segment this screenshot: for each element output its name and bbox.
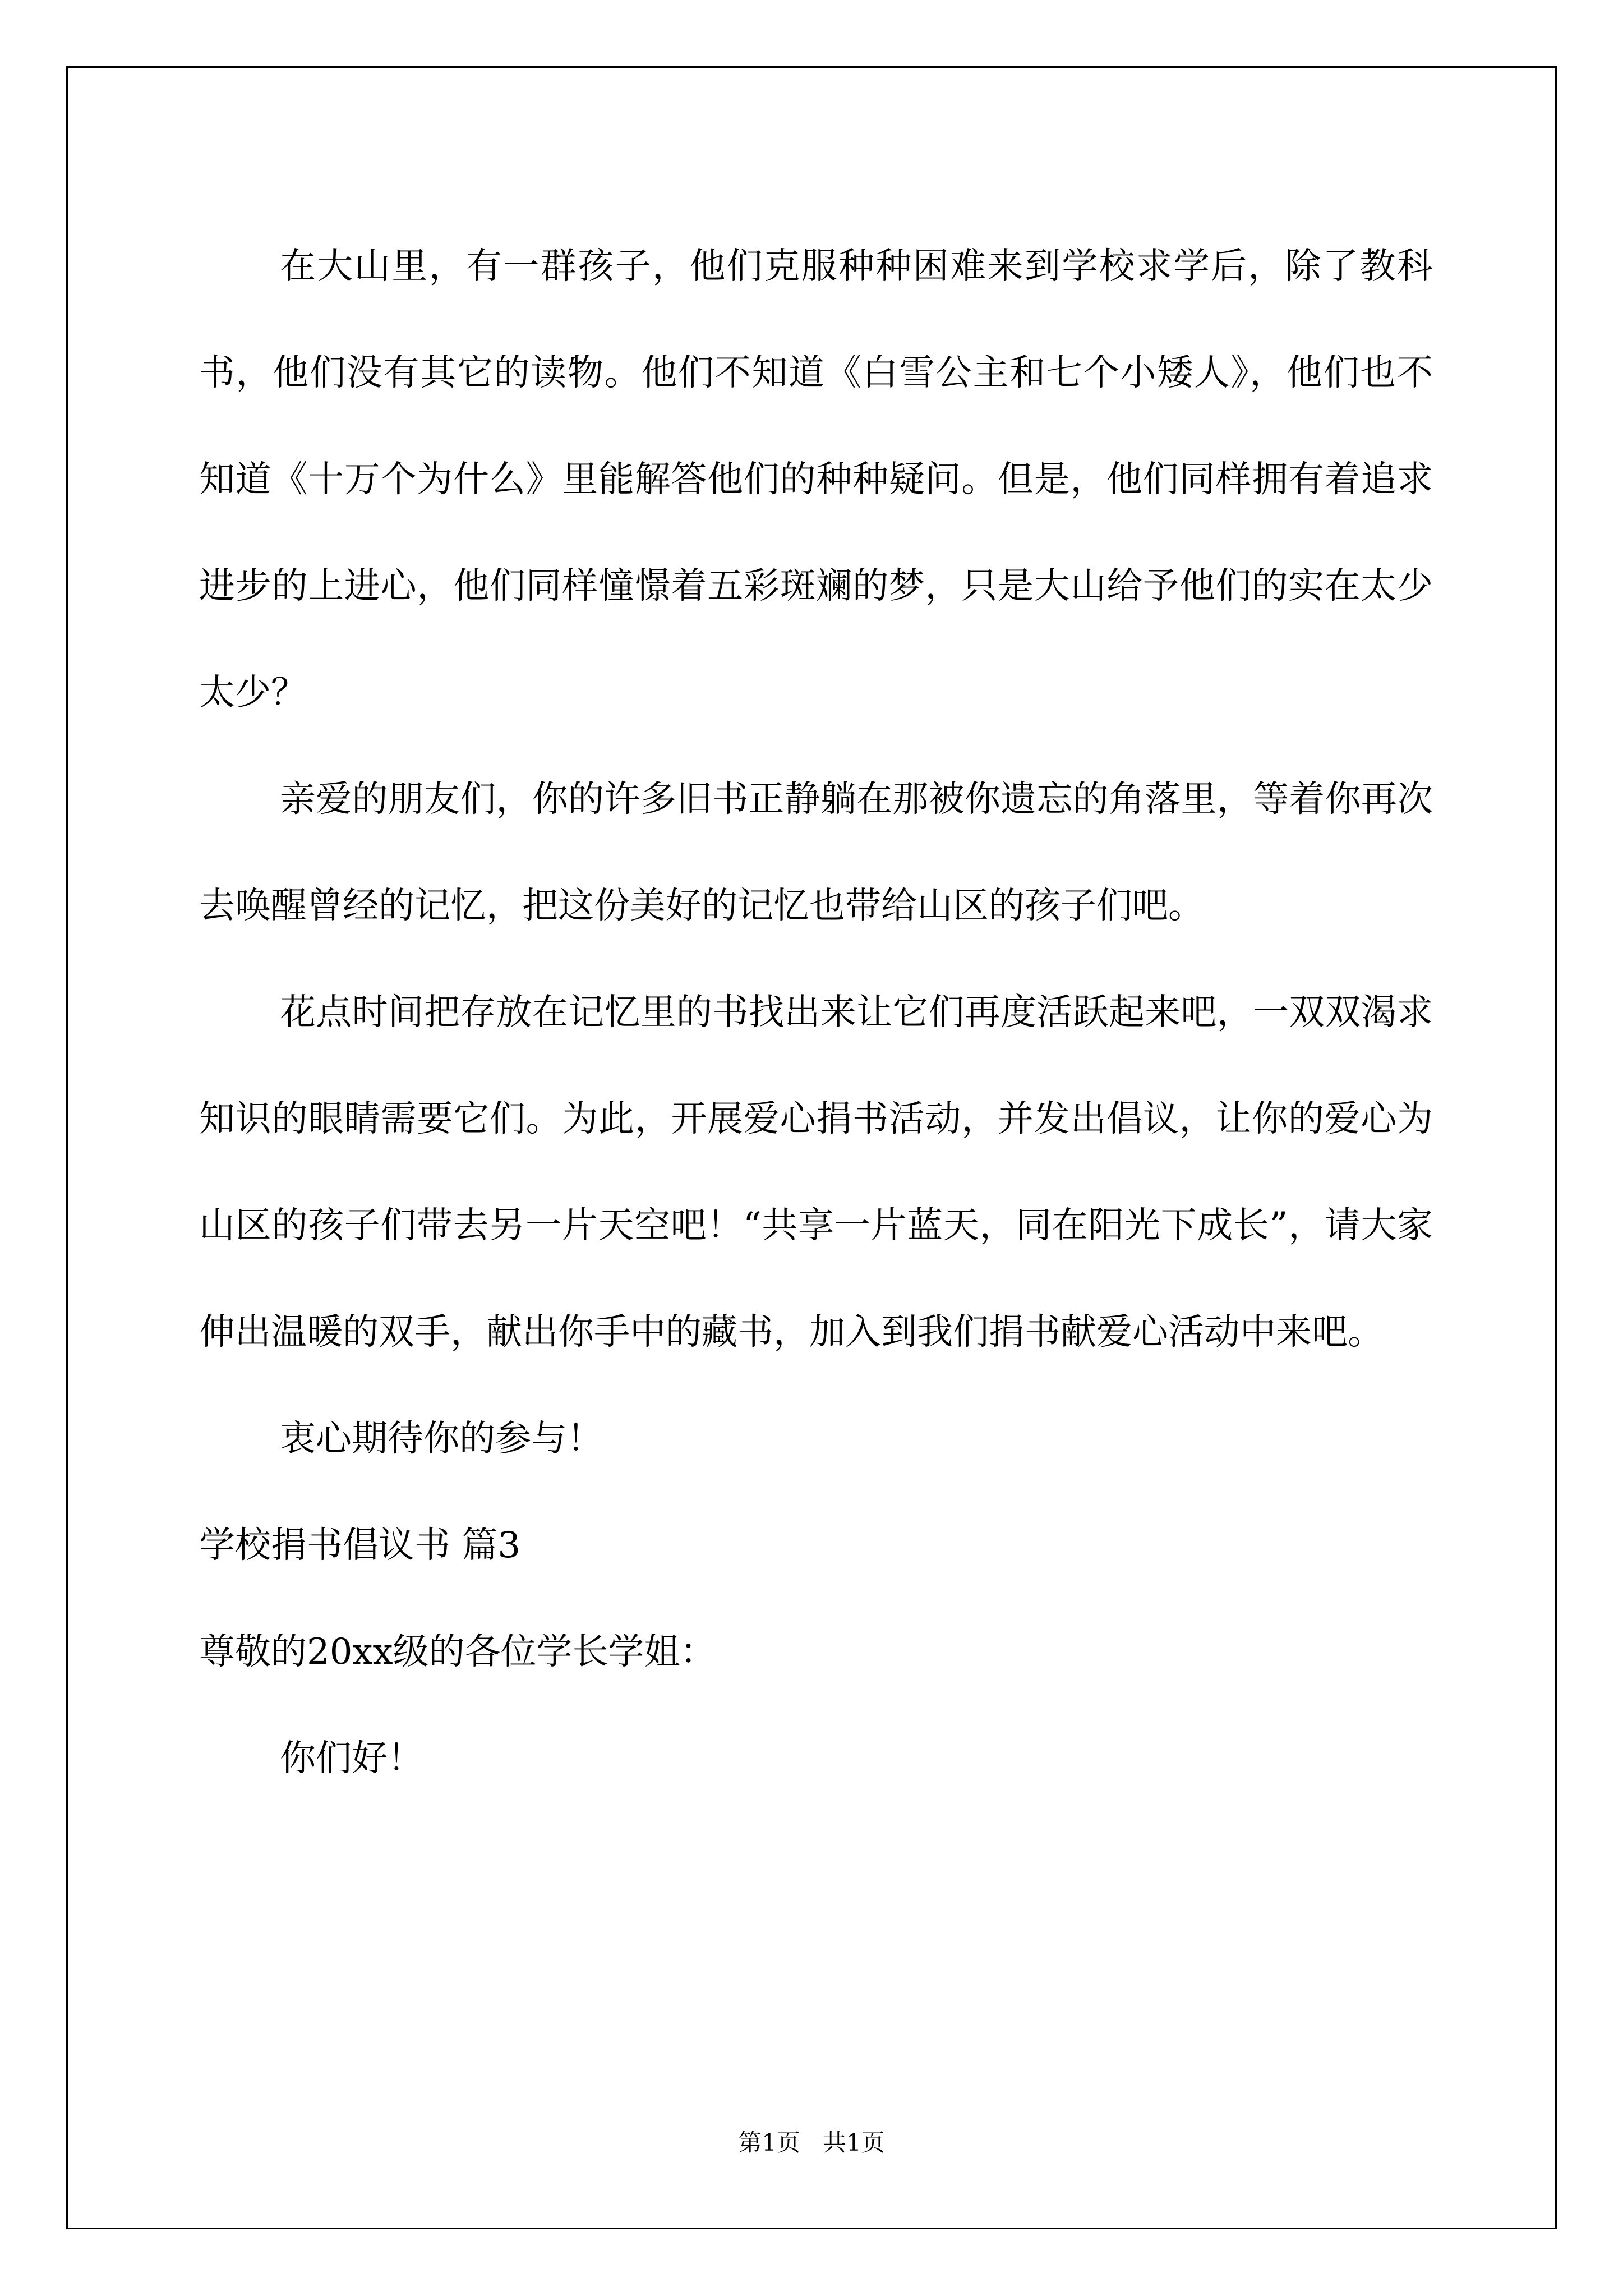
salutation: 尊敬的20xx级的各位学长学姐： (199, 1631, 716, 1673)
paragraph-old-books: 亲爱的朋友们，你的许多旧书正静躺在那被你遗忘的角落里，等着你再次去唤醒曾经的记忆，把这份美好的记忆也带给山区的孩子们吧。 (199, 779, 1433, 927)
paragraph-donation-call: 花点时间把存放在记忆里的书找出来让它们再度活跃起来吧，一双双渴求知识的眼睛需要它们。为此，开展爱心捐书活动，并发出倡议，让你的爱心为山区的孩子们带去另一片天空吧！“共享一片蓝天，同在阳光下成长”，请大家伸出温暖的双手，献出你手中的藏书，加入到我们捐书献爱心活动中来吧。 (199, 992, 1433, 1353)
paragraph-closing: 衷心期待你的参与！ (280, 1418, 603, 1460)
greeting: 你们好！ (280, 1738, 423, 1779)
document-body (199, 213, 1433, 1812)
page-footer: 第1页 共1页 (738, 2129, 885, 2156)
section-title: 学校捐书倡议书 篇3 (199, 1525, 521, 1566)
paragraph-mountain-children: 在大山里，有一群孩子，他们克服种种困难来到学校求学后，除了教科书，他们没有其它的读物。他们不知道《白雪公主和七个小矮人》，他们也不知道《十万个为什么》里能解答他们的种种疑问。但是，他们同样拥有着追求进步的上进心，他们同样憧憬着五彩斑斓的梦，只是大山给予他们的实在太少太少？ (199, 246, 1433, 714)
